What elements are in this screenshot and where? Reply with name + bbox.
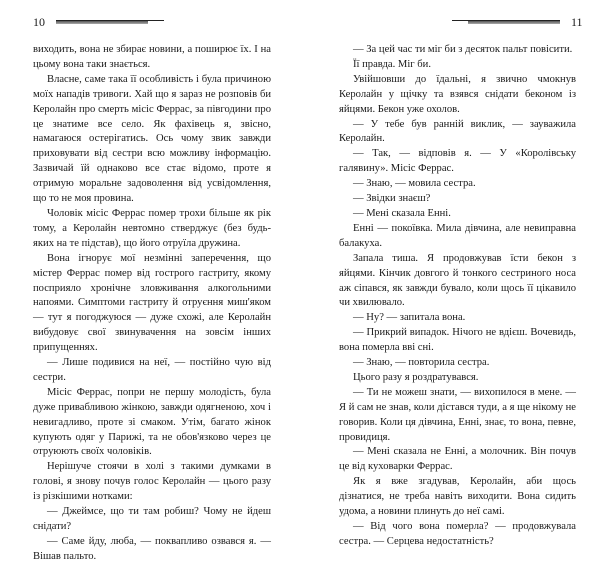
paragraph: Як я вже згадував, Керолайн, аби щось дізнатися, не треба навіть виходити. Вона сидить удома, а новини плинуть до неї самі.: [339, 476, 576, 518]
page-number: 11: [571, 15, 583, 30]
paragraph: Увійшовши до їдальні, я звично чмокнув Керолайн у щічку та взявся снідати беконом із яйцями. Бекон уже охолов.: [339, 73, 576, 115]
header-rule: [452, 19, 560, 25]
body-text: [33, 43, 271, 565]
paragraph: — Ну? — запитала вона.: [353, 312, 466, 324]
paragraph: — У тебе був ранній виклик, — зауважила Керолайн.: [339, 118, 576, 145]
paragraph: Цього разу я роздратувався.: [353, 371, 479, 383]
paragraph: виходить, вона не збирає новини, а поширює їх. І на цьому вона таки знається.: [33, 44, 271, 70]
paragraph: — Так, — відповів я. — У «Королівську галявину». Місіс Феррас.: [339, 148, 576, 175]
paragraph: Власне, саме така її особливість і була причиною моїх нападів тривоги. Хай що я зараз не розповів би Керолайн про смерть місіс Феррас, за півгодини про це знатиме все село. Як фахівець я, звісно, намагаюся остерігатись. Ось чому звик завжди приховувати від сестри всю можливу інформацію. Зазвичай їй однаково все стає відомо, проте я отримую моральне задоволення від усвідомлення, що то не моя провина.: [33, 73, 271, 205]
paragraph: — Мені сказала Енні.: [353, 207, 451, 219]
paragraph: Енні — покоївка. Мила дівчина, але невиправна балакуха.: [339, 222, 576, 249]
page-header-left: [33, 14, 164, 28]
paragraph: — Лише подивися на неї, — постійно чую від сестри.: [33, 357, 271, 383]
paragraph: Запала тиша. Я продовжував їсти бекон з яйцями. Кінчик довгого й тонкого сестриного носа аж сіпався, як завжди бувало, коли щось її цікавило чи хвилювало.: [339, 252, 576, 309]
body-text: [339, 43, 576, 550]
right-page: [300, 0, 600, 547]
paragraph: — За цей час ти міг би з десяток пальт повісити.: [353, 44, 573, 55]
paragraph: — Джеймсе, що ти там робиш? Чому не йдеш снідати?: [33, 506, 271, 532]
paragraph: — Прикрий випадок. Нічого не вдієш. Вочевидь, вона померла вві сні.: [339, 327, 576, 354]
paragraph: — Звідки знаєш?: [353, 193, 431, 205]
paragraph: Вона ігнорує мої незмінні заперечення, що містер Феррас помер від гострого гастриту, якому посприяло хронічне зловживання алкогольними напоями. Симптоми гастриту й отруєння миш'яком — тут я погоджуюся — дуже схожі, але Керолайн вибудовує свої звинувачення на зовсім інших припущеннях.: [33, 252, 271, 354]
paragraph: — Саме йду, люба, — поквапливо озвався я. — Вішав пальто.: [33, 535, 271, 562]
paragraph: — Знаю, — мовила сестра.: [353, 178, 476, 190]
left-page: [0, 0, 300, 562]
paragraph: Нерішуче стоячи в холі з такими думками в голові, я знову почув голос Керолайн — цього разу із різкішими нотками:: [33, 461, 271, 503]
page-header-right: [452, 14, 583, 28]
header-rule: [56, 19, 164, 25]
page-number: 10: [33, 15, 45, 30]
paragraph: — Від чого вона померла? — продовжувала сестра. — Серцева недостатність?: [339, 521, 576, 547]
paragraph: Місіс Феррас, попри не першу молодість, була дуже привабливою жінкою, завжди одягненою, хоч і невигадливо, проте зі смаком. Утім, багато жінок купують одяг у Парижі, та не обов'язково через це отруюють своїх чоловіків.: [33, 386, 271, 458]
paragraph: Її правда. Міг би.: [353, 58, 431, 70]
paragraph: — Знаю, — повторила сестра.: [353, 357, 490, 369]
paragraph: Чоловік місіс Феррас помер трохи більше як рік тому, а Керолайн невтомно стверджує (без будь-яких на те підстав), що його отруїла дружина.: [33, 207, 271, 249]
paragraph: — Мені сказала не Енні, а молочник. Він почув це від куховарки Феррас.: [339, 446, 576, 473]
paragraph: — Ти не можеш знати, — вихопилося в мене. — Я й сам не знав, коли дістався туди, а я ще нікому не говорив. Коли ця дівчина, Енні, знає, то вона, певне, провидиця.: [339, 386, 577, 443]
